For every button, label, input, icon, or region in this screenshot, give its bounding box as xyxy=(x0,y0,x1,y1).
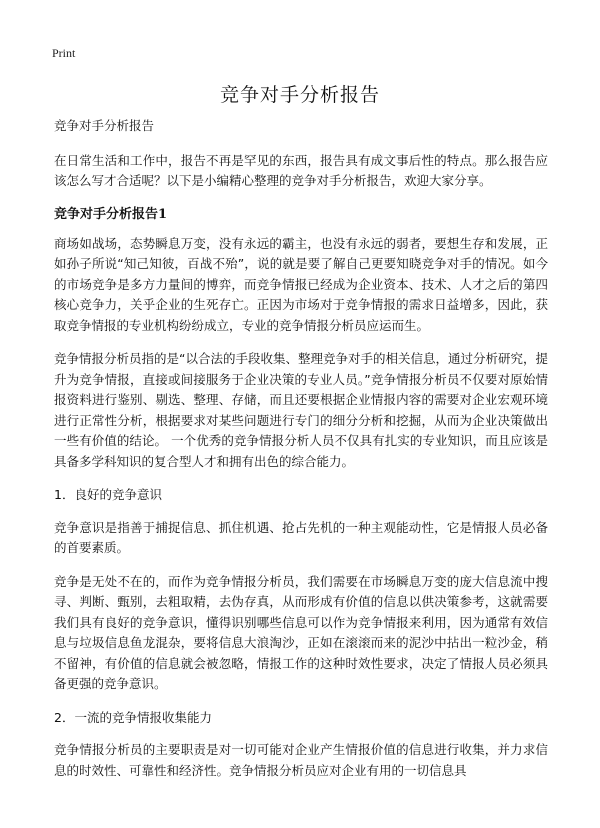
body-paragraph: 商场如战场，态势瞬息万变，没有永远的霸主，也没有永远的弱者，要想生存和发展，正如孙子所说“知己知彼，百战不殆”，说的就是要了解自己更要知晓竞争对手的情况。如今的市场竞争是多方力量间的博弈，而竞争情报已经成为企业资本、技术、人才之后的第四核心竞争力，关乎企业的生死存亡。正因为市场对于竞争情报的需求日益增多，因此，获取竞争情报的专业机构纷纷成立，专业的竞争情报分析员应运而生。 xyxy=(54,235,548,333)
intro-paragraph: 在日常生活和工作中，报告不再是罕见的东西，报告具有成文事后性的特点。那么报告应该怎么写才合适呢？以下是小编精心整理的竞争对手分析报告，欢迎大家分享。 xyxy=(54,152,548,188)
body-paragraph: 竞争是无处不在的，而作为竞争情报分析员，我们需要在市场瞬息万变的庞大信息流中搜寻、判断、甄别，去粗取精，去伪存真，从而形成有价值的信息以供决策参考，这就需要我们具有良好的竞争意识，懂得识别哪些信息可以作为竞争情报来利用，因为通常有效信息与垃圾信息鱼龙混杂，要将信息大浪淘沙，正如在滚滚而来的泥沙中拈出一粒沙金，稍不留神，有价值的信息就会被忽略，情报工作的这种时效性要求，决定了情报人员必须具备更强的竞争意识。 xyxy=(54,573,548,691)
document-subtitle: 竞争对手分析报告 xyxy=(54,118,155,133)
body-paragraph: 竞争意识是指善于捕捉信息、抓住机遇、抢占先机的一种主观能动性，它是情报人员必备的首要素质。 xyxy=(54,519,548,555)
body-paragraph: 竞争情报分析员的主要职责是对一切可能对企业产生情报价值的信息进行收集，并力求信息的时效性、可靠性和经济性。竞争情报分析员应对企业有用的一切信息具 xyxy=(54,742,548,778)
numbered-item: 2．一流的竞争情报收集能力 xyxy=(54,709,212,725)
section-heading: 竞争对手分析报告1 xyxy=(54,206,168,222)
page-title: 竞争对手分析报告 xyxy=(219,84,380,106)
document-body xyxy=(54,116,548,794)
numbered-item: 1．良好的竞争意识 xyxy=(54,487,162,502)
body-paragraph: 竞争情报分析员指的是“以合法的手段收集、整理竞争对手的相关信息，通过分析研究，提升为竞争情报，直接或间接服务于企业决策的专业人员。”竞争情报分析员不仅要对原始情报资料进行鉴别、剔选、整理、存储，而且还要根据企业情报内容的需要对企业宏观环境进行正常性分析，根据要求对某些问题进行专门的细分分析和挖掘，从而为企业决策做出一些有价值的结论。 一个优秀的竞争情报分析人员不仅具有扎实的专业知识，而且应该是具备多学科知识的复合型人才和拥有出色的综合能力。 xyxy=(54,351,548,469)
print-link[interactable]: Print xyxy=(52,46,76,60)
